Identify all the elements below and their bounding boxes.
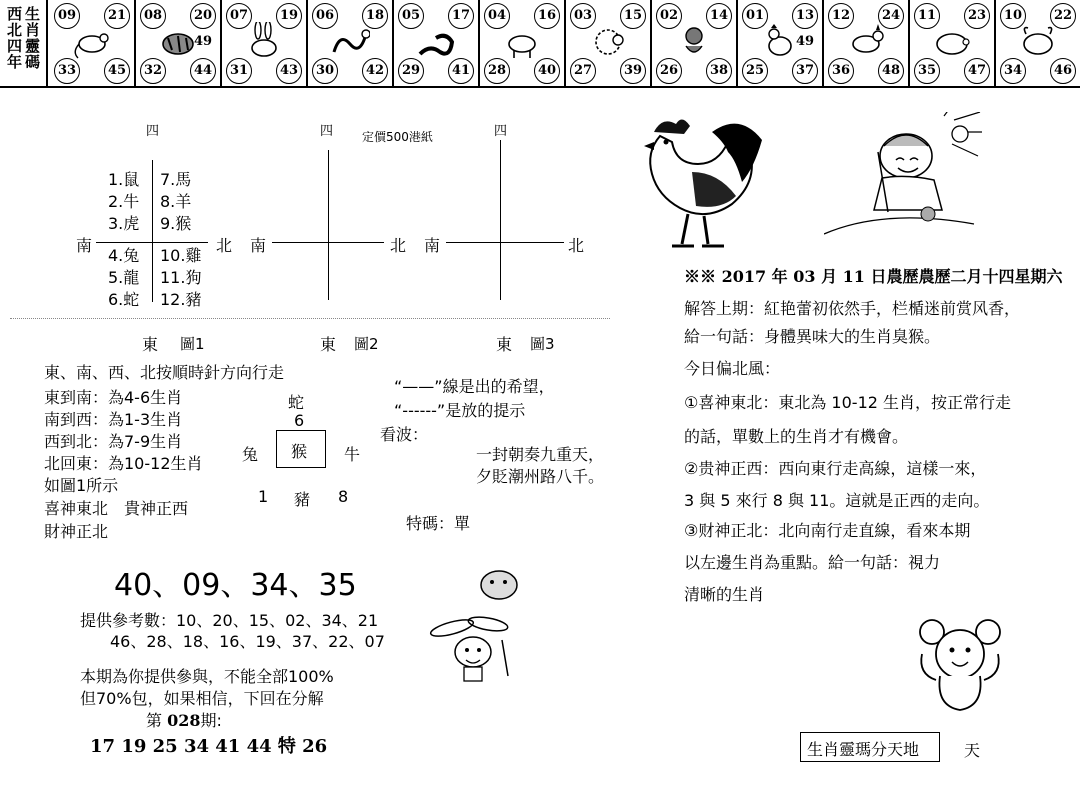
dotted-separator — [10, 318, 610, 319]
zodiac-right-item: 8.羊 — [160, 192, 192, 211]
zodiac-number: 37 — [792, 58, 818, 84]
date-line: ※※ 2017 年 03 月 11 日農歷農歷二月十四星期六 — [684, 267, 1063, 286]
zodiac-cell — [308, 0, 394, 86]
zodiac-cell — [738, 0, 824, 86]
tiger-icon — [158, 22, 198, 60]
zodiac-cell — [824, 0, 910, 86]
zodiac-number: 41 — [448, 58, 474, 84]
last-result: 17 19 25 34 41 44 特 26 — [90, 736, 328, 757]
zodiac-number: 09 — [54, 3, 80, 29]
zodiac-number: 16 — [534, 3, 560, 29]
zodiac-number: 30 — [312, 58, 338, 84]
rooster-icon — [760, 22, 800, 60]
sheep-icon — [588, 22, 628, 60]
zodiac-right-item: 7.馬 — [160, 170, 192, 189]
reference-numbers-2: 46、28、18、16、19、37、22、07 — [110, 632, 385, 651]
fig3-north: 北 — [568, 236, 585, 255]
fig3-horizontal-line — [446, 242, 564, 243]
zodiac-number: 45 — [104, 58, 130, 84]
rabbit-cartoon-icon — [418, 610, 528, 686]
zodiac-number: 34 — [1000, 58, 1026, 84]
zodiac-cell — [136, 0, 222, 86]
para1-line2: 的話，單數上的生肖才有機會。 — [684, 427, 909, 446]
monkey-label: 猴 — [291, 442, 308, 461]
zodiac-number: 12 — [828, 3, 854, 29]
fig3-label: 圖3 — [530, 335, 555, 353]
zodiac-number: 20 — [190, 3, 216, 29]
fig3-west: 四 — [494, 124, 508, 139]
zodiac-number: 31 — [226, 58, 252, 84]
para1-line1: ①喜神東北：東北為 10-12 生肖，按正常行走 — [684, 393, 1012, 412]
side-title-col1: 生肖靈碼 — [23, 6, 41, 70]
zodiac-number: 40 — [534, 58, 560, 84]
zodiac-number: 43 — [276, 58, 302, 84]
wind-line: 今日偏北風： — [684, 359, 781, 378]
zodiac-number: 28 — [484, 58, 510, 84]
east-to-south: 東到南：為4-6生肖 — [44, 388, 183, 407]
fig2-south: 南 — [250, 236, 267, 255]
period-suffix: 期: — [200, 711, 222, 730]
zodiac-number: 39 — [620, 58, 646, 84]
fig2-horizontal-line — [272, 242, 384, 243]
zodiac-number: 22 — [1050, 3, 1076, 29]
zodiac-number: 02 — [656, 3, 682, 29]
zodiac-left-item: 4.兔 — [108, 246, 140, 265]
zodiac-number: 42 — [362, 58, 388, 84]
zodiac-number: 24 — [878, 3, 904, 29]
zodiac-number: 13 — [792, 3, 818, 29]
zodiac-number: 14 — [706, 3, 732, 29]
zodiac-number: 06 — [312, 3, 338, 29]
goat-icon — [502, 22, 542, 60]
fig2-north: 北 — [390, 236, 407, 255]
zodiac-cell — [480, 0, 566, 86]
note-line2: 但70%包，如果相信，下回在分解 — [80, 689, 324, 708]
ox-icon — [1018, 22, 1058, 60]
zodiac-left-item: 2.牛 — [108, 192, 140, 211]
zodiac-extra-number: 49 — [796, 34, 815, 49]
fig3-south: 南 — [424, 236, 441, 255]
dog-icon — [846, 22, 886, 60]
zodiac-number: 32 — [140, 58, 166, 84]
zodiac-cell — [910, 0, 996, 86]
zodiac-number: 17 — [448, 3, 474, 29]
zodiac-number: 11 — [914, 3, 940, 29]
snake-label: 蛇 — [288, 393, 305, 412]
para2-line2: 3 與 5 來行 8 與 11。這就是正西的走向。 — [684, 491, 990, 510]
zodiac-cell — [394, 0, 480, 86]
side-title-col2: 西北四年 — [5, 6, 23, 70]
rooster-illustration-icon — [632, 112, 768, 252]
rabbit-label: 兔 — [242, 445, 259, 464]
zodiac-right-item: 12.豬 — [160, 290, 202, 309]
zodiac-number: 08 — [140, 3, 166, 29]
note-line1: 本期為你提供參與，不能全部100% — [80, 667, 334, 686]
zodiac-cell — [222, 0, 308, 86]
poem-line1: 一封朝奏九重天， — [476, 445, 605, 464]
footer-box-text: 生肖靈瑪分天地 — [807, 740, 920, 759]
zodiac-number: 04 — [484, 3, 510, 29]
zodiac-number: 19 — [276, 3, 302, 29]
fig1-south: 南 — [76, 236, 93, 255]
zodiac-extra-number: 49 — [194, 34, 213, 49]
zodiac-number: 21 — [104, 3, 130, 29]
zodiac-left-item: 5.龍 — [108, 268, 140, 287]
fig2-vertical-line — [328, 150, 329, 300]
para3-line3: 清晰的生肖 — [684, 585, 765, 604]
zodiac-number: 47 — [964, 58, 990, 84]
legend-dashed: “------”是放的提示 — [394, 401, 526, 420]
zodiac-right-item: 10.雞 — [160, 246, 202, 265]
special-code: 特碼：單 — [406, 514, 471, 533]
ox-label: 牛 — [344, 445, 361, 464]
fig2-east: 東 — [320, 335, 337, 354]
zodiac-number: 05 — [398, 3, 424, 29]
bear-cartoon-icon — [914, 614, 1006, 714]
rabbit-icon — [244, 22, 284, 60]
footer-box — [800, 732, 940, 762]
monkey-box — [276, 430, 326, 468]
period-line — [146, 708, 222, 731]
zodiac-number: 25 — [742, 58, 768, 84]
zodiac-cell — [50, 0, 136, 86]
zodiac-strip — [0, 0, 1080, 88]
zodiac-cell — [652, 0, 738, 86]
period-number: 028 — [167, 711, 201, 730]
snake-icon — [416, 22, 456, 60]
footer-tail: 天 — [964, 741, 981, 760]
zodiac-number: 18 — [362, 3, 388, 29]
price-note: 定價500港紙 — [362, 130, 433, 144]
zodiac-number: 03 — [570, 3, 596, 29]
zodiac-number: 33 — [54, 58, 80, 84]
west-to-north: 西到北：為7-9生肖 — [44, 432, 183, 451]
cartoon-face-icon — [478, 568, 520, 602]
zodiac-number: 15 — [620, 3, 646, 29]
gods-line: 喜神東北 貴神正西 — [44, 499, 189, 518]
fig2-label: 圖2 — [354, 335, 379, 353]
zodiac-right-item: 9.猴 — [160, 214, 192, 233]
fig1-west: 四 — [146, 124, 160, 139]
look-label: 看波： — [380, 425, 429, 444]
para3-line2: 以左邊生肖為重點。給一句話：視力 — [684, 553, 941, 572]
zodiac-number: 01 — [742, 3, 768, 29]
zodiac-left-item: 6.蛇 — [108, 290, 140, 309]
zodiac-number: 36 — [828, 58, 854, 84]
zodiac-number: 26 — [656, 58, 682, 84]
zodiac-number: 35 — [914, 58, 940, 84]
fig3-vertical-line — [500, 140, 501, 300]
see-figure: 如圖1所示 — [44, 476, 119, 495]
zodiac-number: 10 — [1000, 3, 1026, 29]
para3-line1: ③财神正北：北向南行走直線，看來本期 — [684, 521, 971, 540]
zodiac-left-item: 3.虎 — [108, 214, 140, 233]
legend-solid: “——”線是出的希望， — [394, 377, 555, 396]
rat-icon — [72, 22, 112, 60]
pig-label: 豬 — [294, 490, 311, 509]
side-title — [0, 0, 48, 86]
period-prefix: 第 — [146, 711, 163, 730]
south-to-west: 南到西：為1-3生肖 — [44, 410, 183, 429]
wealth-god: 財神正北 — [44, 522, 109, 541]
zodiac-number: 48 — [878, 58, 904, 84]
poem-line2: 夕貶潮州路八千。 — [476, 467, 605, 486]
pig-left-number: 1 — [258, 487, 269, 506]
zodiac-number: 27 — [570, 58, 596, 84]
zodiac-number: 46 — [1050, 58, 1076, 84]
north-to-east: 北回東：為10-12生肖 — [44, 454, 203, 473]
zodiac-number: 07 — [226, 3, 252, 29]
zodiac-cell — [996, 0, 1080, 86]
monkey-icon — [674, 22, 714, 60]
fig1-north: 北 — [216, 236, 233, 255]
pig-icon — [932, 22, 972, 60]
zodiac-number: 38 — [706, 58, 732, 84]
zodiac-number: 23 — [964, 3, 990, 29]
direction-intro: 東、南、西、北按順時針方向行走 — [44, 363, 285, 382]
snake-number: 6 — [294, 411, 305, 430]
main-numbers: 40、09、34、35 — [114, 568, 357, 603]
fig1-east: 東 — [142, 335, 159, 354]
fig1-vertical-line — [152, 160, 153, 302]
para2-line1: ②贵神正西：西向東行走高線，這樣一來， — [684, 459, 987, 478]
fig3-east: 東 — [496, 335, 513, 354]
answer-line2: 給一句話：身體異味大的生肖臭猴。 — [684, 327, 941, 346]
zodiac-number: 29 — [398, 58, 424, 84]
fig1-label: 圖1 — [180, 335, 205, 353]
tiger-cartoon-icon — [824, 112, 982, 238]
fig2-west: 四 — [320, 124, 334, 139]
zodiac-left-item: 1.鼠 — [108, 170, 140, 189]
dragon-icon — [330, 22, 370, 60]
zodiac-right-item: 11.狗 — [160, 268, 202, 287]
zodiac-number: 44 — [190, 58, 216, 84]
reference-numbers: 提供參考數：10、20、15、02、34、21 — [80, 611, 379, 630]
pig-right-number: 8 — [338, 487, 349, 506]
zodiac-cell — [566, 0, 652, 86]
answer-line1: 解答上期：紅艳蕾初依然手，栏楯迷前赏风香， — [684, 299, 1021, 318]
